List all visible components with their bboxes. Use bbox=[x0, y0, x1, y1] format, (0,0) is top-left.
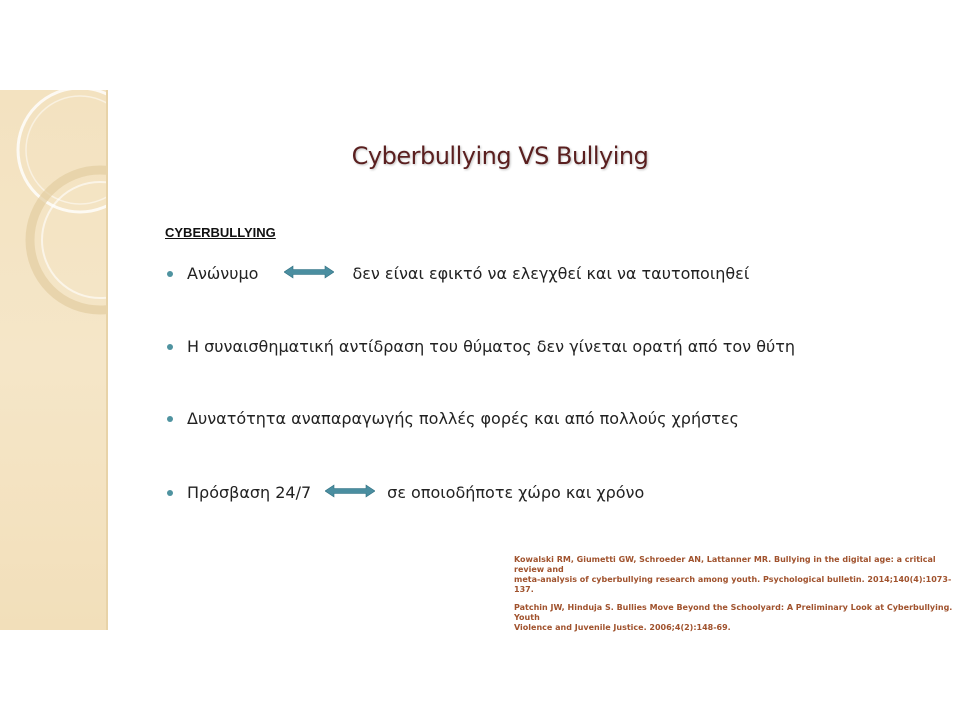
bullet-dot-icon bbox=[167, 344, 173, 350]
decorative-side-panel bbox=[0, 90, 108, 630]
bullet-dot-icon bbox=[167, 271, 173, 277]
double-headed-arrow-icon bbox=[325, 483, 375, 502]
double-headed-arrow-icon bbox=[284, 264, 334, 283]
bullet-right-text: σε οποιοδήποτε χώρο και χρόνο bbox=[387, 483, 645, 502]
decorative-rings-icon bbox=[0, 90, 106, 630]
bullet-item-emotional-reaction bbox=[167, 337, 795, 356]
bullet-item-reproduction bbox=[167, 409, 739, 428]
bullet-left-text: Πρόσβαση 24/7 bbox=[187, 483, 312, 502]
references bbox=[514, 555, 960, 641]
slide-title: Cyberbullying VS Bullying bbox=[351, 142, 649, 170]
reference-item: Kowalski RM, Giumetti GW, Schroeder AN, Lattanner MR. Bullying in the digital age: a critical review and meta-analysis of cyberbullying research among youth. Psychological bulletin. 2014;140(4):1073-137. bbox=[514, 555, 952, 594]
reference-item: Patchin JW, Hinduja S. Bullies Move Beyond the Schoolyard: A Preliminary Look at Cyberbullying. Youth Violence and Juvenile Justice. 2006;4(2):148-69. bbox=[514, 603, 953, 632]
slide bbox=[0, 90, 960, 630]
bullet-dot-icon bbox=[167, 416, 173, 422]
section-heading: CYBERBULLYING bbox=[165, 225, 276, 240]
bullet-dot-icon bbox=[167, 490, 173, 496]
bullet-right-text: δεν είναι εφικτό να ελεγχθεί και να ταυτοποιηθεί bbox=[352, 264, 750, 283]
bullet-left-text: Ανώνυμο bbox=[187, 264, 259, 283]
bullet-text: Δυνατότητα αναπαραγωγής πολλές φορές και από πολλούς χρήστες bbox=[187, 409, 739, 428]
bullet-item-anonymous bbox=[167, 264, 749, 283]
bullet-item-access bbox=[167, 483, 644, 502]
bullet-text: Η συναισθηματική αντίδραση του θύματος δεν γίνεται ορατή από τον θύτη bbox=[187, 337, 796, 356]
